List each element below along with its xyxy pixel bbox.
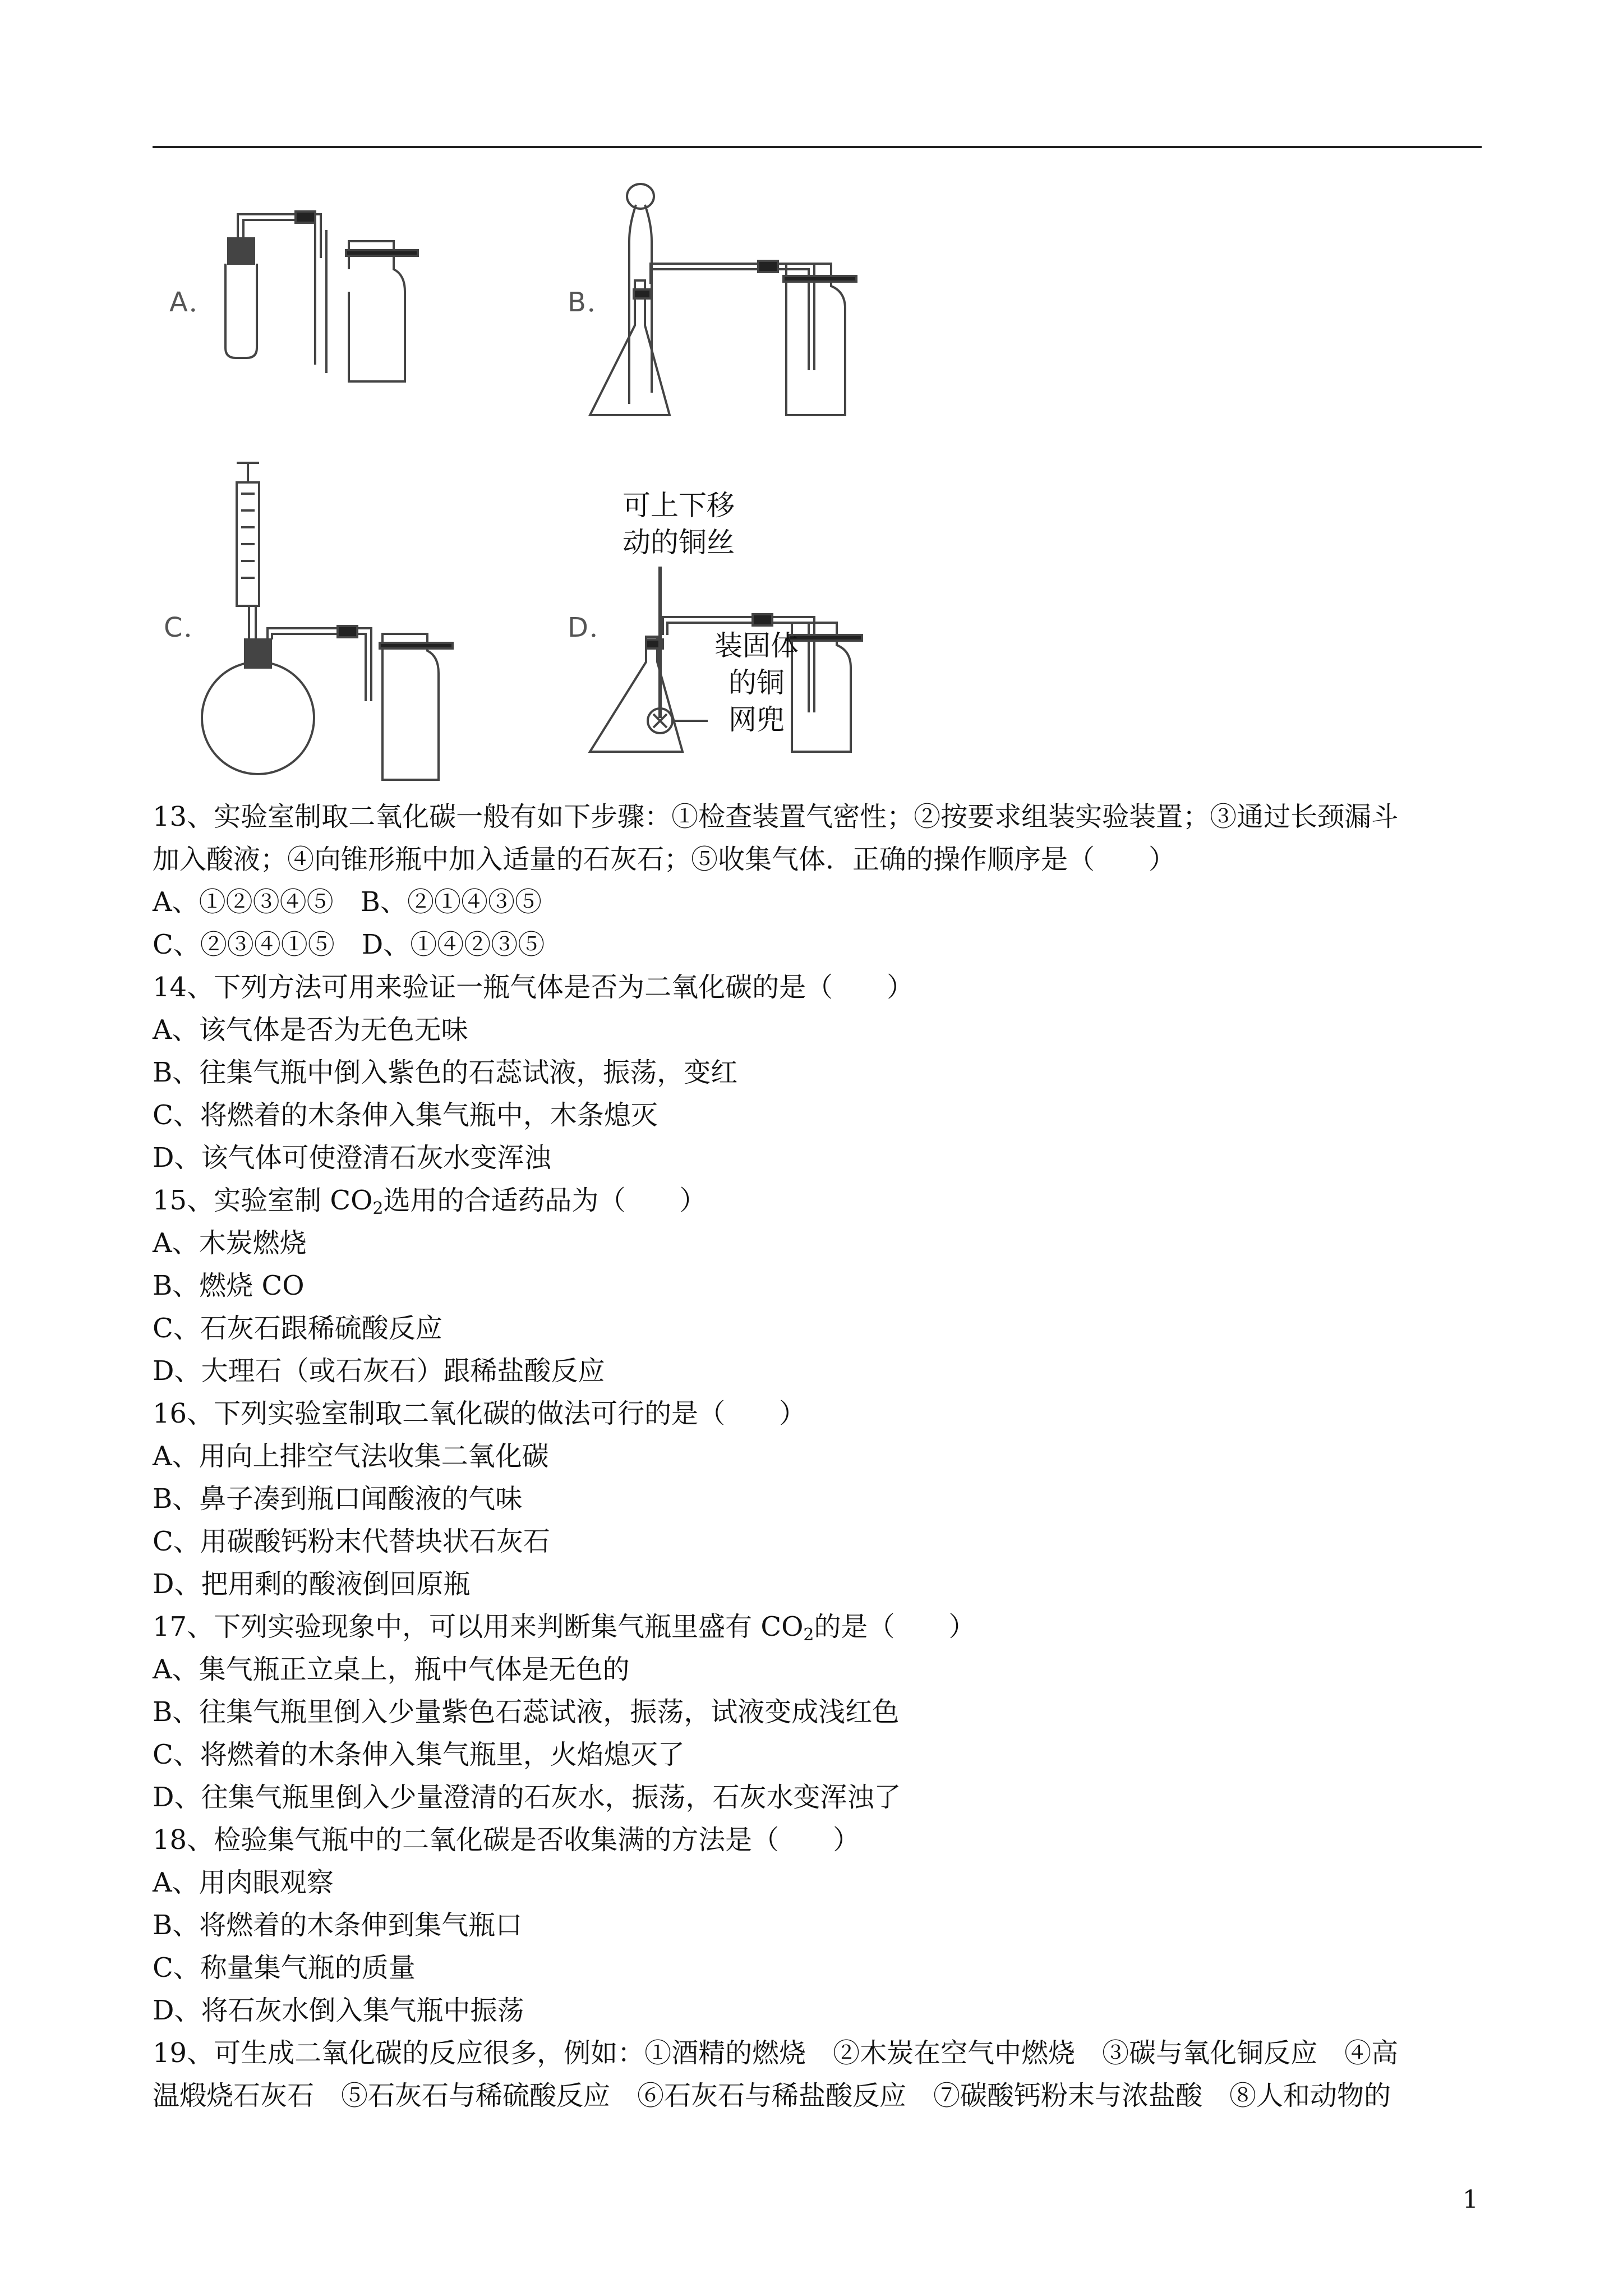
q18-option-a: A、用肉眼观察	[153, 1867, 334, 1898]
q16-option-c: C、用碳酸钙粉末代替块状石灰石	[153, 1526, 550, 1557]
header-rule	[153, 146, 1482, 148]
q13-stem-2: 加入酸液；④向锥形瓶中加入适量的石灰石；⑤收集气体．正确的操作顺序是（ ）	[153, 844, 1176, 875]
q18-option-c: C、称量集气瓶的质量	[153, 1952, 416, 1984]
q13-options-2: C、②③④①⑤ D、①④②③⑤	[153, 929, 545, 960]
apparatus-b	[590, 184, 856, 415]
q16-option-a: A、用向上排空气法收集二氧化碳	[153, 1441, 549, 1472]
q17-option-b: B、往集气瓶里倒入少量紫色石蕊试液，振荡，试液变成浅红色	[153, 1696, 900, 1728]
q15-option-c: C、石灰石跟稀硫酸反应	[153, 1313, 442, 1344]
q14-option-d: D、该气体可使澄清石灰水变浑浊	[153, 1142, 551, 1174]
page-number: 1	[1463, 2185, 1478, 2214]
d-note-side: 装固体 的铜 网兜	[714, 629, 799, 736]
d-note-top: 可上下移 动的铜丝	[623, 489, 735, 559]
q17-option-d: D、往集气瓶里倒入少量澄清的石灰水，振荡，石灰水变浑浊了	[153, 1782, 901, 1813]
apparatus-drawing	[153, 180, 949, 791]
q17-option-c: C、将燃着的木条伸入集气瓶里，火焰熄灭了	[153, 1739, 685, 1770]
q18-stem: 18、检验集气瓶中的二氧化碳是否收集满的方法是（ ）	[153, 1824, 860, 1856]
q14-option-b: B、往集气瓶中倒入紫色的石蕊试液，振荡，变红	[153, 1057, 738, 1088]
apparatus-a	[225, 211, 418, 381]
q15-option-b: B、燃烧 CO	[153, 1270, 305, 1301]
q16-stem: 16、下列实验室制取二氧化碳的做法可行的是（ ）	[153, 1398, 806, 1429]
q19-stem-1: 19、可生成二氧化碳的反应很多，例如：①酒精的燃烧 ②木炭在空气中燃烧 ③碳与氧化铜反应 ④高	[153, 2037, 1399, 2069]
q16-option-b: B、鼻子凑到瓶口闻酸液的气味	[153, 1483, 523, 1515]
label-d: D．	[568, 612, 617, 643]
q13-stem-1: 13、实验室制取二氧化碳一般有如下步骤：①检查装置气密性；②按要求组装实验装置；③通过长颈漏斗	[153, 801, 1399, 832]
q14-option-c: C、将燃着的木条伸入集气瓶中，木条熄灭	[153, 1099, 658, 1131]
label-c: C．	[164, 612, 212, 643]
q19-stem-2: 温煅烧石灰石 ⑤石灰石与稀硫酸反应 ⑥石灰石与稀盐酸反应 ⑦碳酸钙粉末与浓盐酸 ⑧人和动物的	[153, 2080, 1391, 2111]
label-a: A．	[169, 287, 217, 318]
q15-option-a: A、木炭燃烧	[153, 1227, 307, 1259]
q16-option-d: D、把用剩的酸液倒回原瓶	[153, 1568, 471, 1600]
q17-stem: 17、下列实验现象中，可以用来判断集气瓶里盛有 $CO_2$的是（ ）	[153, 1611, 976, 1645]
apparatus-c	[202, 463, 453, 780]
label-b: B．	[568, 287, 615, 318]
q13-options-1: A、①②③④⑤ B、②①④③⑤	[153, 886, 542, 918]
q15-stem: 15、实验室制 $CO_2$选用的合适药品为（ ）	[153, 1185, 707, 1218]
q14-stem: 14、下列方法可用来验证一瓶气体是否为二氧化碳的是（ ）	[153, 972, 914, 1003]
q14-option-a: A、该气体是否为无色无味	[153, 1014, 468, 1046]
q15-option-d: D、大理石（或石灰石）跟稀盐酸反应	[153, 1355, 605, 1387]
q18-option-b: B、将燃着的木条伸到集气瓶口	[153, 1910, 523, 1941]
q18-option-d: D、将石灰水倒入集气瓶中振荡	[153, 1995, 524, 2026]
q17-option-a: A、集气瓶正立桌上，瓶中气体是无色的	[153, 1654, 630, 1685]
question-list	[153, 795, 1487, 2117]
apparatus-figure	[153, 180, 949, 791]
